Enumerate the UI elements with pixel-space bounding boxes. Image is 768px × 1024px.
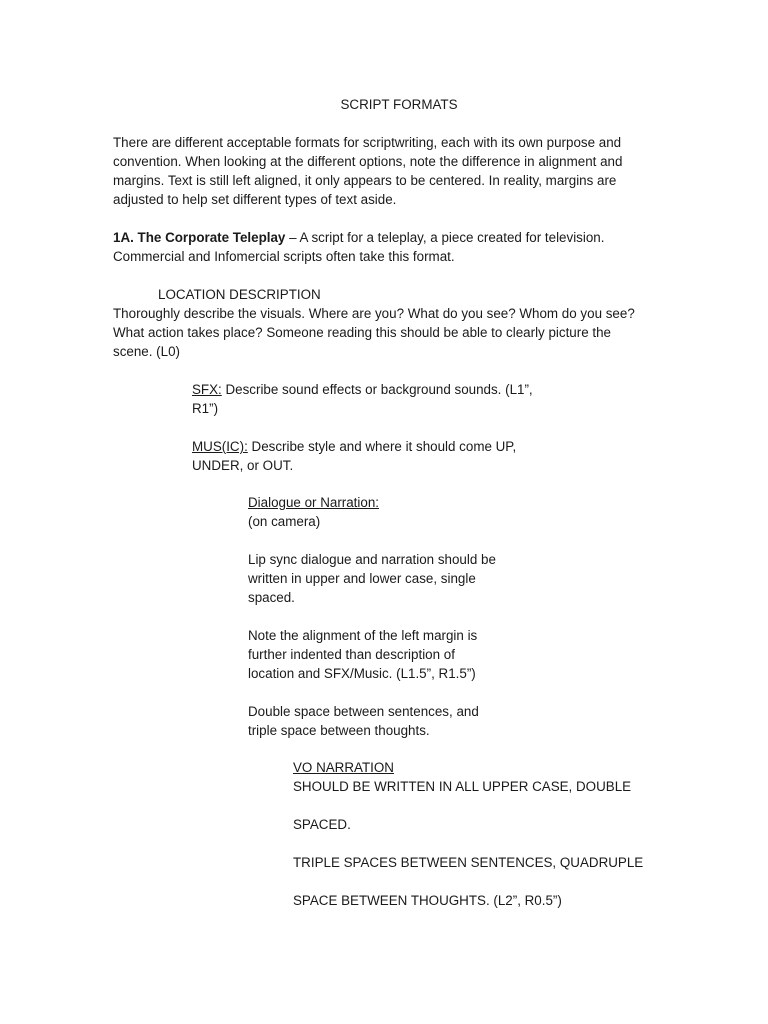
location-line: What action takes place? Someone reading this should be able to clearly picture the [113, 325, 611, 340]
dialogue-sub: (on camera) [248, 514, 321, 529]
intro-paragraph [113, 133, 622, 209]
dialogue-block [248, 493, 379, 531]
mus-text: Describe style and where it should come UP, [247, 439, 517, 454]
sfx-line2: R1”) [192, 401, 219, 416]
dialogue-line: Double space between sentences, and [248, 704, 479, 719]
sfx-block [192, 380, 533, 418]
dialogue-para-1 [248, 550, 496, 607]
dialogue-line: further indented than description of [248, 647, 455, 662]
vo-line-spaced: SPACED. [293, 817, 351, 832]
page-title: SCRIPT FORMATS [340, 97, 458, 112]
location-line: scene. (L0) [113, 344, 180, 359]
dialogue-line: spaced. [248, 590, 295, 605]
vo-block-1 [293, 758, 631, 796]
vo-line: SHOULD BE WRITTEN IN ALL UPPER CASE, DOUBLE [293, 779, 632, 794]
dialogue-line: location and SFX/Music. (L1.5”, R1.5”) [248, 666, 476, 681]
intro-line: There are different acceptable formats for scriptwriting, each with its own purpose and [113, 135, 622, 150]
dialogue-line: Lip sync dialogue and narration should be [248, 552, 496, 567]
mus-line2: UNDER, or OUT. [192, 458, 294, 473]
location-line: Thoroughly describe the visuals. Where are you? What do you see? Whom do you see? [113, 306, 635, 321]
section-1a-line2: Commercial and Infomercial scripts often take this format. [113, 249, 455, 264]
mus-line1 [192, 437, 516, 456]
section-1a-line1 [113, 228, 604, 247]
dialogue-line: triple space between thoughts. [248, 723, 430, 738]
vo-heading: VO NARRATION [293, 760, 394, 775]
dialogue-line: Note the alignment of the left margin is [248, 628, 478, 643]
location-description [113, 304, 635, 361]
intro-line: adjusted to help set different types of text aside. [113, 192, 397, 207]
sfx-text: Describe sound effects or background sounds. (L1”, [221, 382, 533, 397]
vo-line-thoughts: SPACE BETWEEN THOUGHTS. (L2”, R0.5”) [293, 893, 562, 908]
vo-line-triple: TRIPLE SPACES BETWEEN SENTENCES, QUADRUPLE [293, 855, 644, 870]
intro-line: margins. Text is still left aligned, it only appears to be centered. In reality, margins are [113, 173, 617, 188]
section-1a-heading-rest: – A script for a teleplay, a piece created for television. [285, 230, 605, 245]
sfx-label: SFX: [192, 382, 222, 397]
mus-label: MUS(IC): [192, 439, 248, 454]
dialogue-line: written in upper and lower case, single [248, 571, 476, 586]
dialogue-heading: Dialogue or Narration: [248, 495, 379, 510]
section-1a-heading: 1A. The Corporate Teleplay [113, 230, 286, 245]
dialogue-para-2 [248, 626, 477, 683]
location-heading: LOCATION DESCRIPTION [158, 287, 321, 302]
mus-block [192, 437, 516, 475]
sfx-line1 [192, 380, 533, 399]
dialogue-para-3 [248, 702, 479, 740]
intro-line: convention. When looking at the different options, note the difference in alignment and [113, 154, 623, 169]
section-1a [113, 228, 604, 266]
